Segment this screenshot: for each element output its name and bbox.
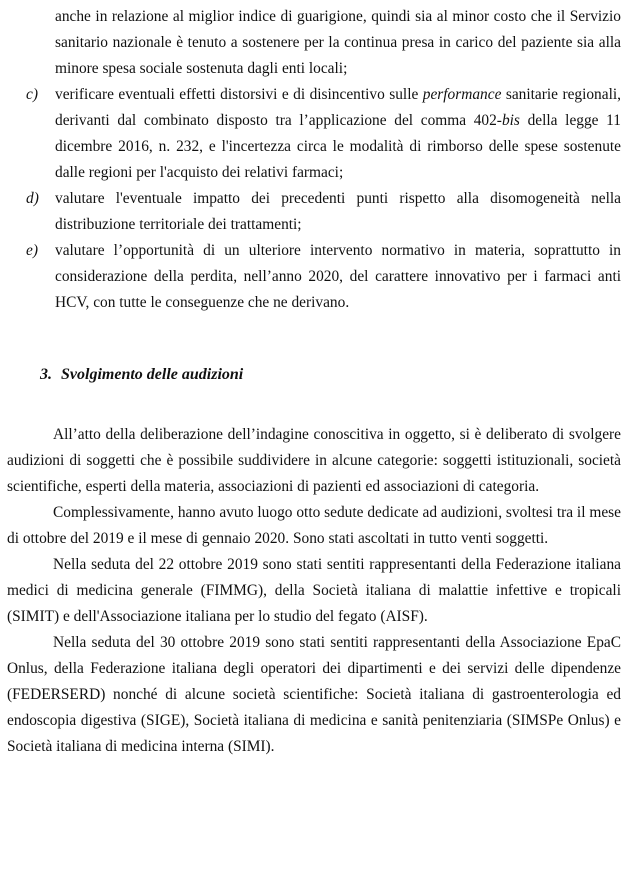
section-body (7, 422, 621, 760)
body-paragraph: Nella seduta del 30 ottobre 2019 sono stati sentiti rappresentanti della Associazione EpaC Onlus, della Federazione italiana degli operatori dei dipartimenti e dei servizi delle dipendenze (FEDERSERD) nonché di alcune società scientifiche: Società italiana di gastroenterologia ed endoscopia digestiva (SIGE), Società italiana di medicina e sanità penitenziaria (SIMSPe Onlus) e Società italiana di medicina interna (SIMI). (7, 634, 621, 755)
list-item-e (26, 238, 621, 316)
continuation-paragraph: anche in relazione al miglior indice di guarigione, quindi sia al minor costo che il Servizio sanitario nazionale è tenuto a sostenere per la continua presa in carico del paziente sia alla minore spesa sociale sostenuta dagli enti locali; (55, 8, 621, 77)
list-item-d (26, 186, 621, 238)
objectives-list (26, 82, 621, 316)
list-emphasis: performance (422, 86, 502, 103)
list-text: della legge 11 dicembre 2016, n. 232, e l'incertezza circa le modalità di rimborso delle spese sostenute dalle regioni per l'acquisto dei relativi farmaci; (55, 112, 621, 181)
list-emphasis: bis (501, 112, 520, 129)
section-heading (40, 362, 243, 388)
body-paragraph: All’atto della deliberazione dell’indagine conoscitiva in oggetto, si è deliberato di svolgere audizioni di soggetti che è possibile suddividere in alcune categorie: soggetti istituzionali, società scientifiche, esperti della materia, associazioni di pazienti ed associazioni di categoria. (7, 426, 621, 495)
list-marker: e) (26, 242, 38, 259)
list-item-c (26, 82, 621, 186)
list-text: valutare l'eventuale impatto dei precedenti punti rispetto alla disomogeneità nella distribuzione territoriale dei trattamenti; (55, 190, 621, 233)
section-number: 3. (40, 366, 52, 383)
body-paragraph: Nella seduta del 22 ottobre 2019 sono stati sentiti rappresentanti della Federazione italiana medici di medicina generale (FIMMG), della Società italiana di malattie infettive e tropicali (SIMIT) e dell'Associazione italiana per lo studio del fegato (AISF). (7, 556, 621, 625)
list-marker: c) (26, 86, 38, 103)
section-title: Svolgimento delle audizioni (61, 366, 244, 383)
body-paragraph: Complessivamente, hanno avuto luogo otto sedute dedicate ad audizioni, svoltesi tra il mese di ottobre del 2019 e il mese di gennaio 2020. Sono stati ascoltati in tutto venti soggetti. (7, 504, 621, 547)
list-text: valutare l’opportunità di un ulteriore intervento normativo in materia, soprattutto in considerazione della perdita, nell’anno 2020, del carattere innovativo per i farmaci anti HCV, con tutte le conseguenze che ne derivano. (55, 242, 621, 311)
list-marker: d) (26, 190, 39, 207)
list-text: sanitarie regionali, derivanti dal combinato disposto tra l’applicazione del comma 402- (55, 86, 621, 129)
list-text: verificare eventuali effetti distorsivi e di disincentivo sulle (55, 86, 423, 103)
